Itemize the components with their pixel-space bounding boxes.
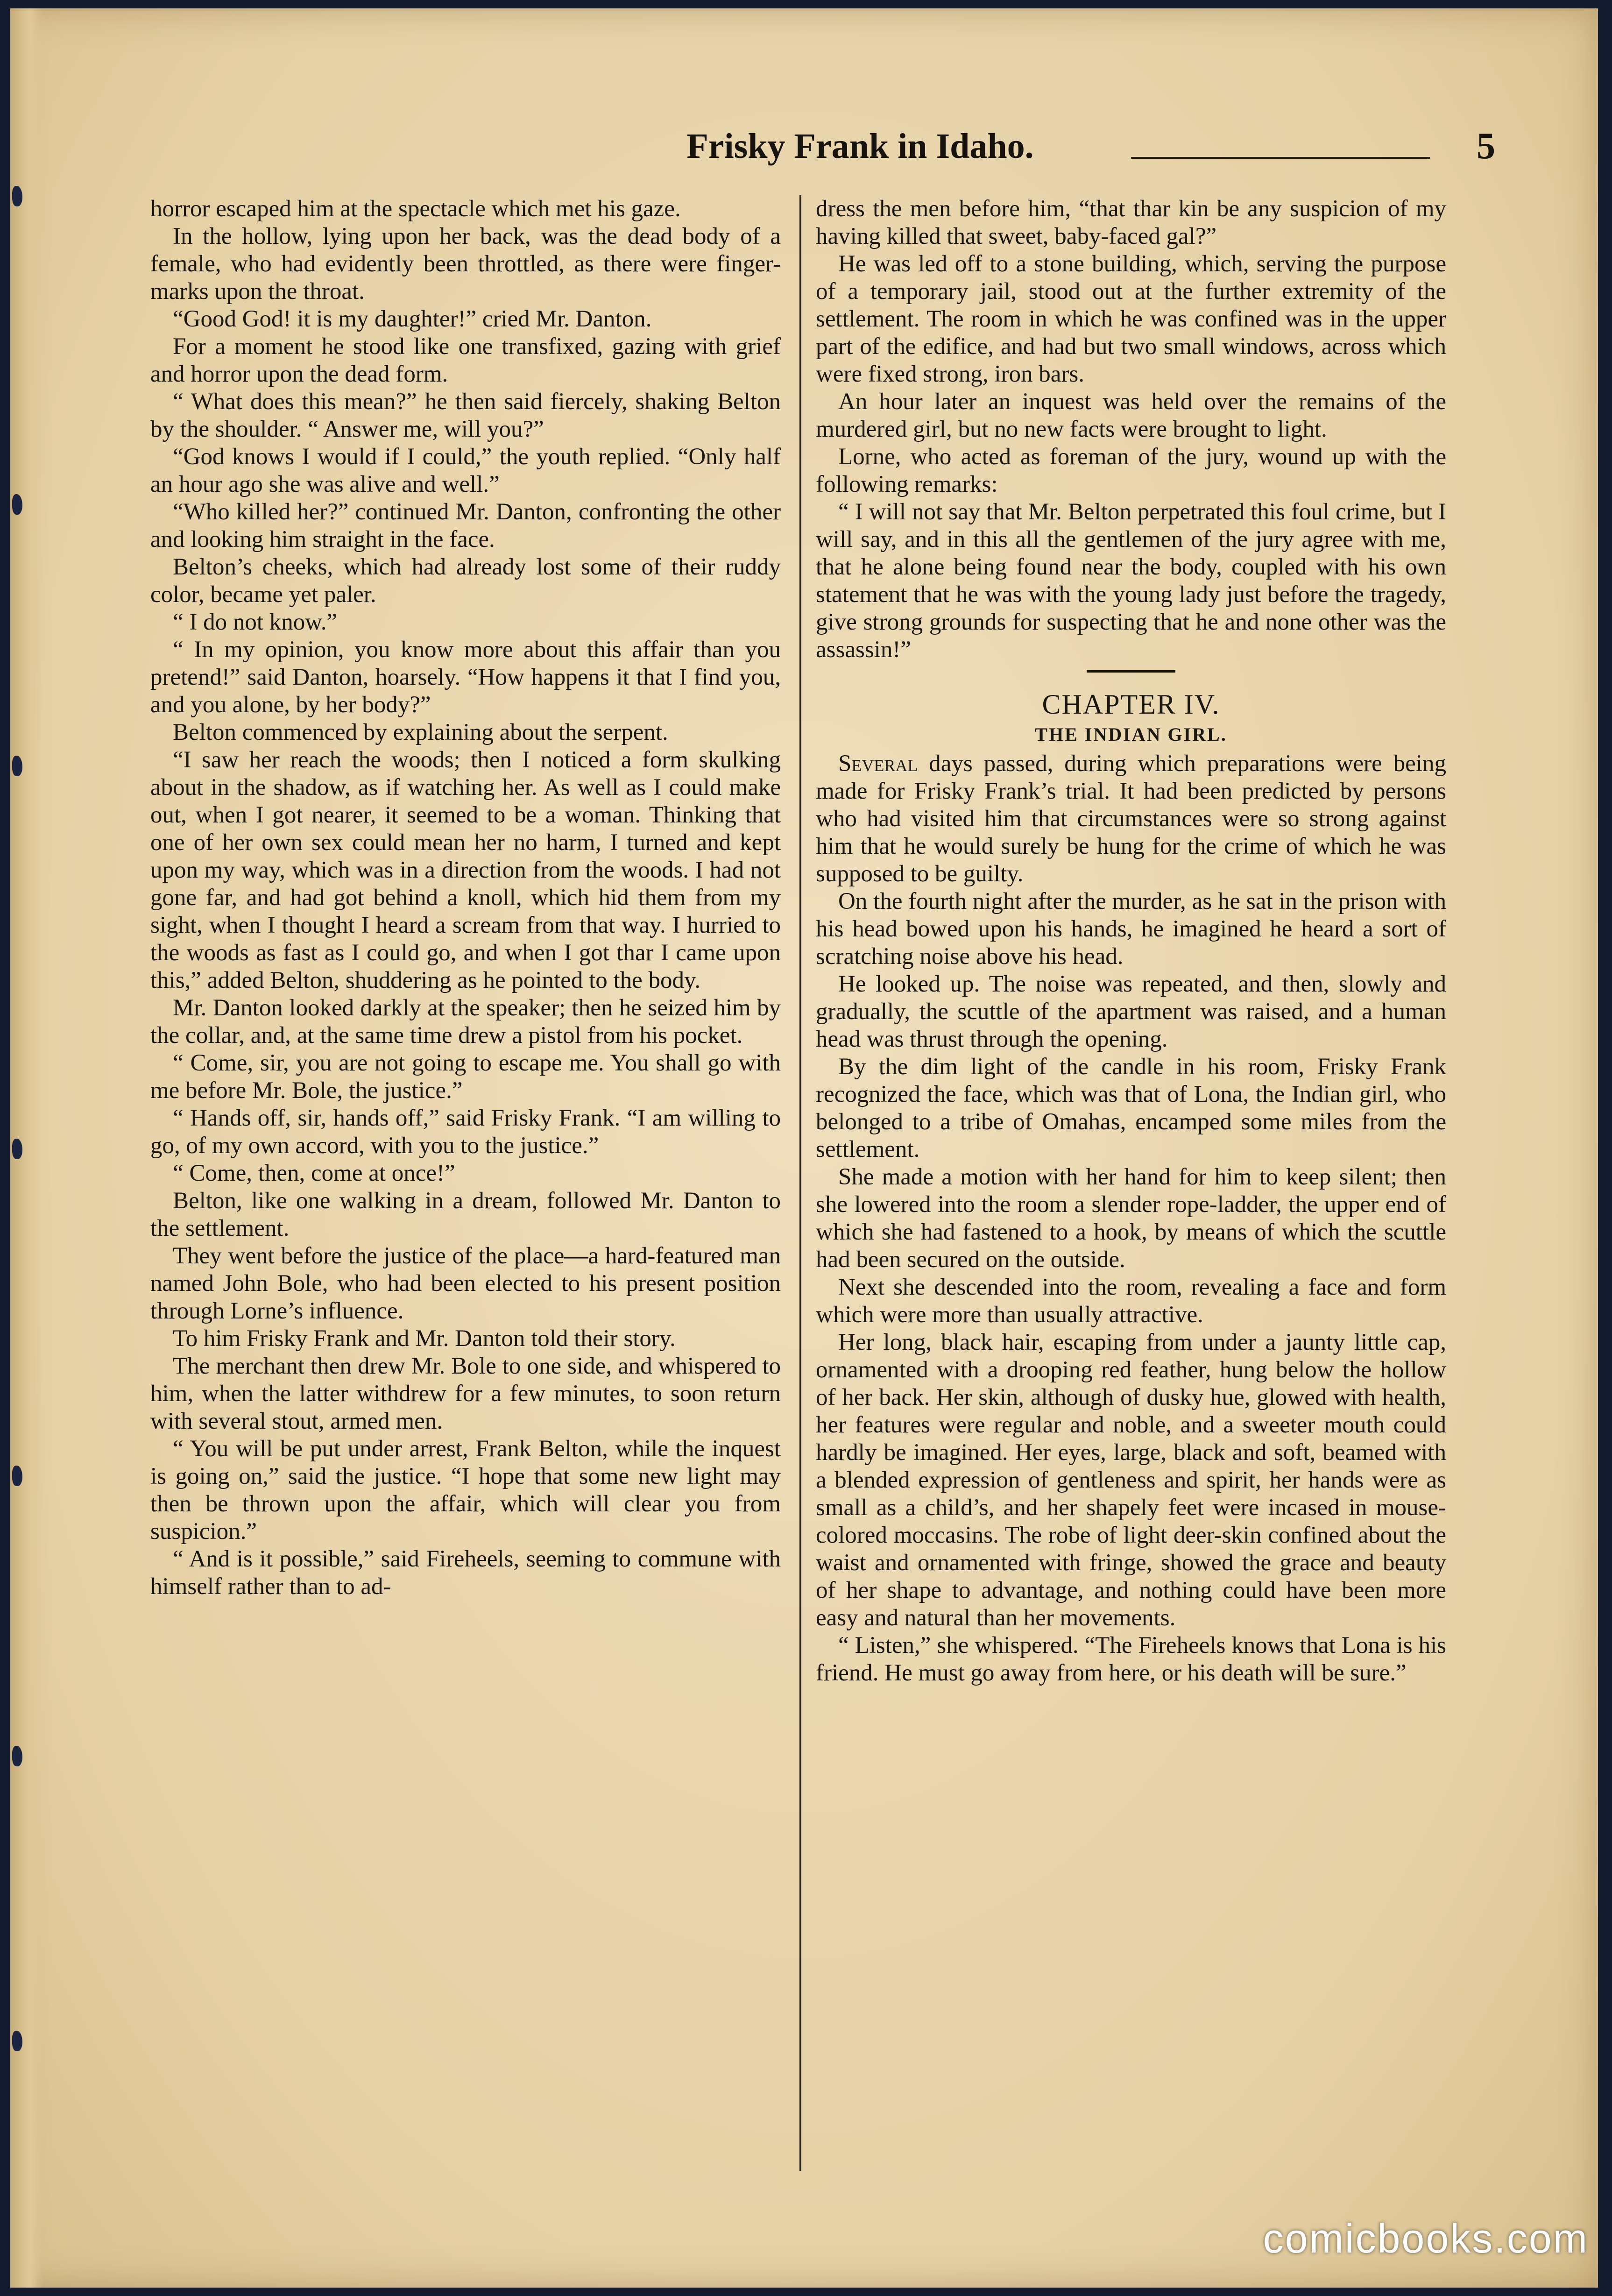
binding-stain [12,186,22,206]
paragraph: “Good God! it is my daughter!” cried Mr. Danton. [173,306,652,332]
paragraph: Belton commenced by explaining about the serpent. [173,719,668,745]
magazine-page [10,8,1598,2288]
binding-stain [12,1139,22,1159]
paragraph: “ Hands off, sir, hands off,” said Frisky Frank. “I am willing to go, of my own accord, with you to the justice.” [150,1105,781,1159]
paragraph: For a moment he stood like one transfixed, gazing with grief and horror upon the dead form. [150,333,781,387]
running-title: Frisky Frank in Idaho. [686,127,1034,166]
paragraph: Belton, like one walking in a dream, followed Mr. Danton to the settlement. [150,1188,781,1241]
binding-stain [12,1466,22,1486]
opening-word: Several [838,751,918,777]
paragraph: The merchant then drew Mr. Bole to one side, and whispered to him, when the latter withdrew for a few minutes, to soon return with several stout, armed men. [150,1353,781,1434]
paragraph: By the dim light of the candle in his room, Frisky Frank recognized the face, which was that of Lona, the Indian girl, who belonged to a tribe of Omahas, encamped some miles from the settlement. [816,1054,1446,1162]
paragraph: On the fourth night after the murder, as he sat in the prison with his head bowed upon his hands, he imagined he heard a sort of scratching noise above his head. [816,888,1446,970]
paragraph: “ I will not say that Mr. Belton perpetrated this foul crime, but I will say, and in this all the gentlemen of the jury agree with me, that he alone being found near the body, coupled with his own statement that he was with the young lady just before the tragedy, give strong grounds for suspecting that he and none other was the assassin!” [816,499,1446,663]
paragraph: Lorne, who acted as foreman of the jury, wound up with the following remarks: [816,444,1446,497]
paragraph: Her long, black hair, escaping from under a jaunty little cap, ornamented with a drooping red feather, hung below the hollow of her back. Her skin, although of dusky hue, glowed with health, her features were regular and noble, and a sweeter mouth could hardly be imagined. Her eyes, large, black and soft, beamed with a blended expression of gentleness and spirit, her hands were as small as a child’s, and her shapely feet were incased in mouse-colored moccasins. The robe of light deer-skin confined about the waist and ornamented with fringe, showed the grace and beauty of her shape to advantage, and nothing could have been more easy and natural than her movements. [816,1329,1446,1631]
paragraph: “ Listen,” she whispered. “The Fireheels knows that Lona is his friend. He must go away from here, or his death will be sure.” [816,1632,1446,1686]
chapter-title: CHAPTER IV. [1042,689,1220,720]
paragraph: “ I do not know.” [173,609,338,635]
binding-edge [10,8,43,2288]
right-column [816,195,1446,2194]
binding-stain [12,756,22,776]
left-column [150,195,781,2194]
paragraph: “ Come, sir, you are not going to escape me. You shall go with me before Mr. Bole, the justice.” [150,1050,781,1104]
paragraph: “God knows I would if I could,” the youth replied. “Only half an hour ago she was alive and well.” [150,444,781,497]
column-divider [799,195,801,2171]
paragraph: “I saw her reach the woods; then I noticed a form skulking about in the shadow, as if watching her. As well as I could make out, when I got nearer, it seemed to be a woman. Thinking that one of her own sex could mean her no harm, I turned and kept upon my way, which was in a direction from the woods. I had not gone far, and had got behind a knoll, which hid them from my sight, when I thought I heard a scream from that way. I hurried to the woods as fast as I could go, and when I got thar I came upon this,” added Belton, shuddering as he pointed to the body. [150,747,781,993]
paragraph: They went before the justice of the place—a hard-featured man named John Bole, who had been elected to his present position through Lorne’s influence. [150,1243,781,1324]
page-number: 5 [1477,126,1495,167]
paragraph: He looked up. The noise was repeated, and then, slowly and gradually, the scuttle of the apartment was raised, and a human head was thrust through the opening. [816,971,1446,1052]
binding-stain [12,494,22,515]
chapter-subtitle: THE INDIAN GIRL. [1035,724,1227,745]
paragraph: horror escaped him at the spectacle which met his gaze. [150,196,681,222]
paragraph: Next she descended into the room, revealing a face and form which were more than usually attractive. [816,1274,1446,1328]
binding-stain [12,2031,22,2051]
opening-text: days passed, during which preparations were being made for Frisky Frank’s trial. It had been predicted by persons who had visited him that circumstances were so strong against him that he would surely be hung for the crime of which he was supposed to be guilty. [816,751,1446,887]
paragraph: “ And is it possible,” said Fireheels, seeming to commune with himself rather than to ad- [150,1546,781,1600]
site-watermark: comicbooks.com [1263,2215,1589,2261]
paragraph: Belton’s cheeks, which had already lost some of their ruddy color, became yet paler. [150,554,781,608]
paragraph: He was led off to a stone building, which, serving the purpose of a temporary jail, stood out at the further extremity of the settlement. The room in which he was confined was in the upper part of the edifice, and had but two small windows, across which were fixed strong, iron bars. [816,251,1446,387]
paragraph: “ What does this mean?” he then said fiercely, shaking Belton by the shoulder. “ Answer me, will you?” [150,389,781,442]
section-rule [1087,670,1175,673]
running-header [150,120,1495,177]
header-rule [1131,157,1430,159]
paragraph: To him Frisky Frank and Mr. Danton told their story. [173,1325,676,1352]
paragraph: In the hollow, lying upon her back, was the dead body of a female, who had evidently been throttled, as there were finger-marks upon the throat. [150,223,781,305]
paragraph: “ In my opinion, you know more about this affair than you pretend!” said Danton, hoarsely. “How happens it that I find you, and you alone, by her body?” [150,637,781,718]
paragraph: “Who killed her?” continued Mr. Danton, confronting the other and looking him straight in the face. [150,499,781,553]
paragraph: dress the men before him, “that thar kin be any suspicion of my having killed that sweet, baby-faced gal?” [816,196,1446,249]
paragraph: “ You will be put under arrest, Frank Belton, while the inquest is going on,” said the justice. “I hope that some new light may then be thrown upon the affair, which will clear you from suspicion.” [150,1436,781,1545]
paragraph: Mr. Danton looked darkly at the speaker; then he seized him by the collar, and, at the same time drew a pistol from his pocket. [150,995,781,1049]
chapter-opening-paragraph [816,750,1446,888]
paragraph: “ Come, then, come at once!” [173,1160,455,1186]
binding-stain [12,1746,22,1766]
paragraph: An hour later an inquest was held over the remains of the murdered girl, but no new facts were brought to light. [816,389,1446,442]
paragraph: She made a motion with her hand for him to keep silent; then she lowered into the room a slender rope-ladder, the upper end of which she had fastened to a hook, by means of which the scuttle had been secured on the outside. [816,1164,1446,1273]
